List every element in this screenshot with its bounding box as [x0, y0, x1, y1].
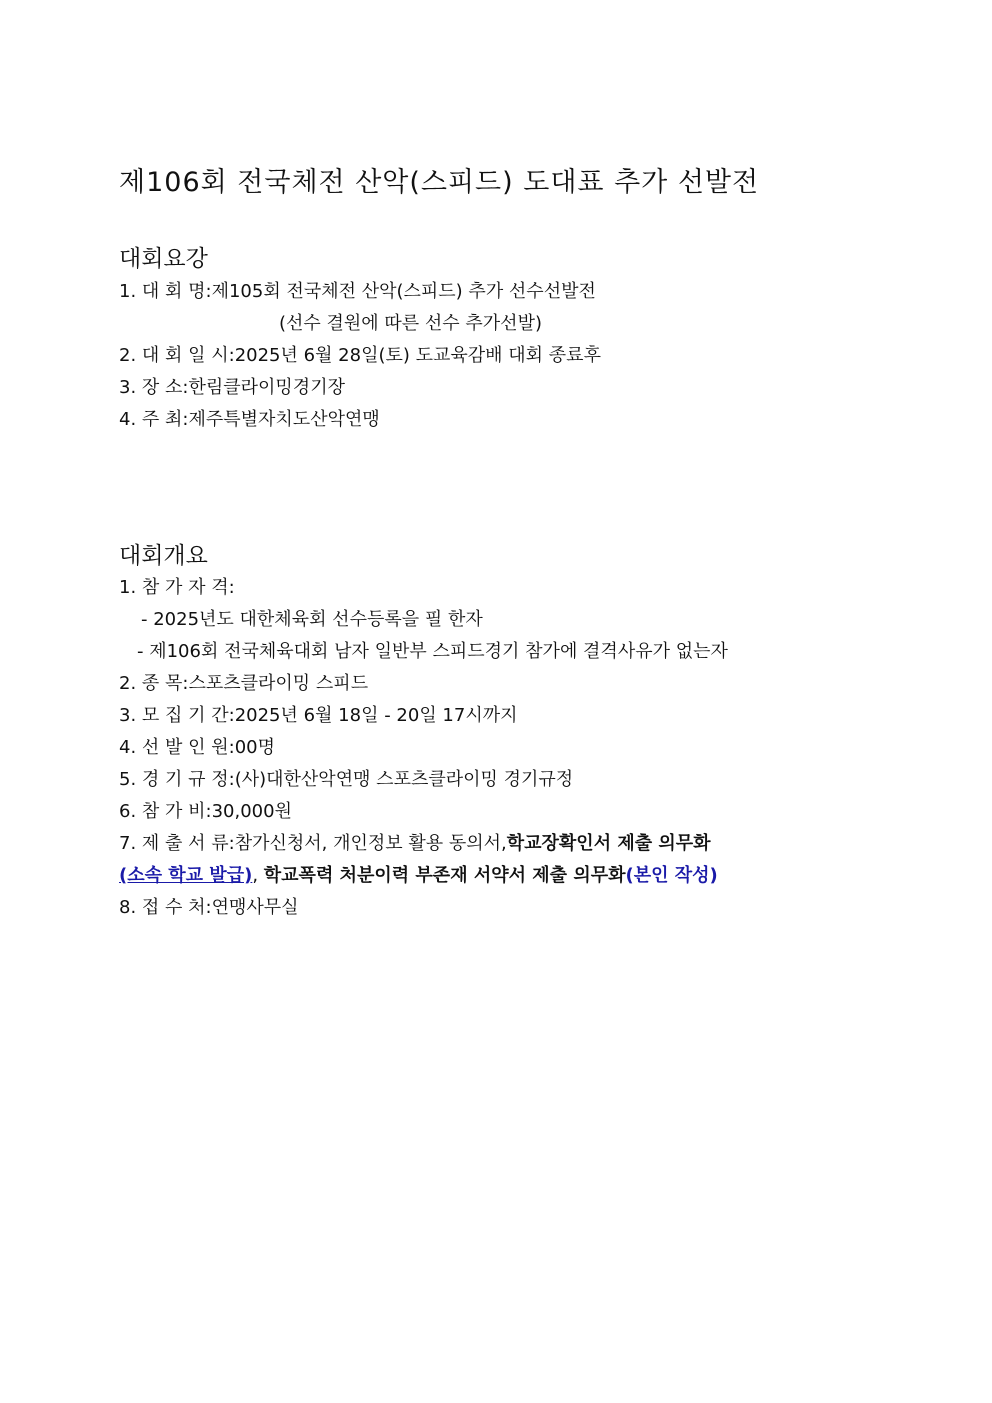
- requirements-item-date: [119, 344, 601, 368]
- section-heading-requirements: 대회요강: [119, 246, 208, 272]
- eligibility-condition-1: - 2025년도 대한체육회 선수등록을 필 한자: [141, 609, 483, 630]
- item-colon: :: [228, 833, 235, 854]
- pledge-requirement: 학교폭력 처분이력 부존재 서약서 제출 의무화: [263, 865, 626, 886]
- item-label: 3. 모 집 기 간: [119, 705, 229, 726]
- overview-item-documents-continued: [119, 864, 718, 888]
- item-colon: :: [205, 801, 212, 822]
- item-label: 3. 장 소: [119, 377, 183, 398]
- overview-item-fee: [119, 800, 292, 824]
- item-label: 4. 주 최: [119, 409, 183, 430]
- item-colon: :: [205, 281, 212, 302]
- separator-comma: ,: [252, 865, 264, 886]
- overview-item-rules: [119, 768, 573, 792]
- item-value: 30,000원: [211, 801, 292, 822]
- item-label: 1. 대 회 명: [119, 281, 206, 302]
- overview-item-period: [119, 704, 518, 728]
- item-label: 2. 대 회 일 시: [119, 345, 229, 366]
- overview-item-submission-place: [119, 896, 299, 920]
- item-value: 참가신청서, 개인정보 활용 동의서,: [234, 833, 507, 854]
- item-colon: :: [205, 897, 212, 918]
- item-label: 4. 선 발 인 원: [119, 737, 229, 758]
- item-colon: :: [228, 345, 235, 366]
- item-value: 2025년 6월 18일 - 20일 17시까지: [234, 705, 518, 726]
- item-label: 1. 참 가 자 격: [119, 577, 229, 598]
- school-issued-note: (소속 학교 발급): [119, 865, 253, 886]
- item-value: 제주특별자치도산악연맹: [188, 409, 380, 430]
- item-label: 5. 경 기 규 정: [119, 769, 229, 790]
- eligibility-condition-2: - 제106회 전국체육대회 남자 일반부 스피드경기 참가에 결격사유가 없는자: [137, 641, 728, 662]
- item-colon: :: [228, 705, 235, 726]
- item-colon: :: [228, 577, 235, 598]
- requirements-item-venue: [119, 376, 345, 400]
- item-colon: :: [228, 737, 235, 758]
- item-value: 제105회 전국체전 산악(스피드) 추가 선수선발전: [211, 281, 596, 302]
- requirements-item-event-name: [119, 280, 596, 304]
- item-colon: :: [182, 673, 189, 694]
- item-value: (사)대한산악연맹 스포츠클라이밍 경기규정: [234, 769, 574, 790]
- overview-item-headcount: [119, 736, 275, 760]
- section-heading-overview: 대회개요: [119, 543, 208, 569]
- item-label: 2. 종 목: [119, 673, 183, 694]
- item-label: 6. 참 가 비: [119, 801, 206, 822]
- overview-item-category: [119, 672, 368, 696]
- item-value: 한림클라이밍경기장: [188, 377, 345, 398]
- item-value: 00명: [234, 737, 275, 758]
- item-value: 스포츠클라이밍 스피드: [188, 673, 369, 694]
- item-colon: :: [182, 377, 189, 398]
- item-label: 8. 접 수 처: [119, 897, 206, 918]
- item-label: 7. 제 출 서 류: [119, 833, 229, 854]
- document-title: 제106회 전국체전 산악(스피드) 도대표 추가 선발전: [119, 167, 760, 198]
- self-written-note: (본인 작성): [625, 865, 718, 886]
- overview-item-eligibility: [119, 576, 235, 600]
- item-value-emphasis: 학교장확인서 제출 의무화: [506, 833, 711, 854]
- overview-item-documents: [119, 832, 711, 856]
- item-value: 2025년 6월 28일(토) 도교육감배 대회 종료후: [234, 345, 601, 366]
- item-colon: :: [182, 409, 189, 430]
- requirements-item-event-name-note: (선수 결원에 따른 선수 추가선발): [279, 313, 542, 334]
- item-colon: :: [228, 769, 235, 790]
- item-value: 연맹사무실: [211, 897, 299, 918]
- requirements-item-host: [119, 408, 380, 432]
